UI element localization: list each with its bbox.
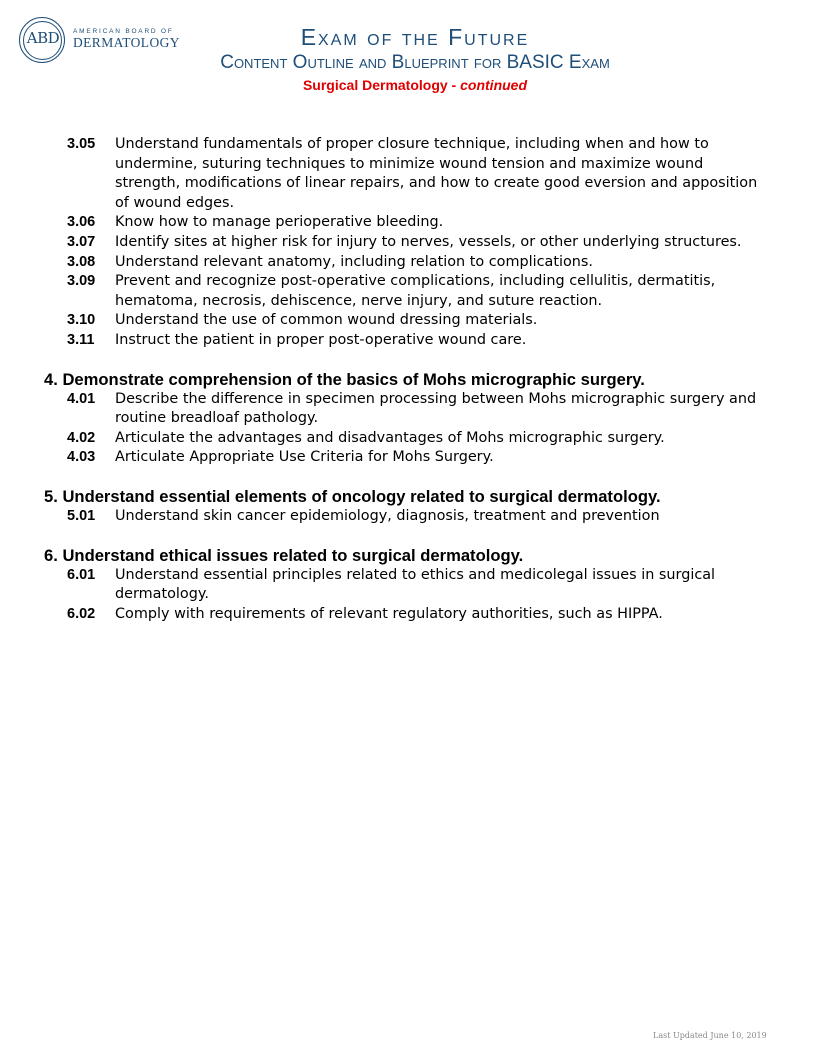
item-number: 3.11	[67, 331, 95, 348]
outline-item	[0, 213, 816, 233]
logo-org-big: DERMATOLOGY	[73, 35, 180, 50]
page-subtitle: Content Outline and Blueprint for BASIC Exam	[220, 52, 610, 73]
item-number: 3.06	[67, 214, 96, 231]
item-text: Know how to manage perioperative bleeding.	[115, 214, 444, 231]
outline-content	[0, 135, 816, 624]
outline-item	[0, 605, 816, 625]
item-text: Articulate the advantages and disadvantages of Mohs micrographic surgery.	[115, 429, 665, 446]
item-number: 3.05	[67, 136, 96, 152]
items-5-list	[0, 507, 816, 527]
last-updated: Last Updated June 10, 2019	[653, 1031, 767, 1040]
items-3-list	[0, 135, 816, 351]
item-text: Comply with requirements of relevant regulatory authorities, such as HIPPA.	[115, 605, 663, 622]
section-label	[0, 77, 816, 93]
outline-item	[0, 429, 816, 449]
item-text: Understand the use of common wound dressing materials.	[115, 312, 538, 329]
section-label-continued: continued	[460, 77, 528, 93]
outline-item	[0, 507, 816, 527]
item-text: Articulate Appropriate Use Criteria for Mohs Surgery.	[115, 449, 494, 466]
item-number: 5.01	[67, 507, 96, 524]
item-text: Understand fundamentals of proper closure technique, including when and how to undermine, suturing techniques to minimize wound tension and maximize wound strength, modifications of linear repairs, and how to create good eversion and apposition of wound edges.	[115, 136, 758, 211]
logo-org-small: AMERICAN BOARD OF	[73, 28, 174, 35]
page-title: Exam of the Future	[300, 24, 530, 50]
item-number: 3.07	[67, 233, 96, 250]
item-number: 6.01	[67, 566, 96, 583]
seal-text: ABD	[26, 29, 60, 47]
item-number: 4.02	[67, 429, 96, 446]
outline-item	[0, 566, 816, 605]
item-text: Understand essential principles related to ethics and medicolegal issues in surgical dermatology.	[115, 566, 716, 603]
item-number: 4.01	[67, 390, 96, 407]
item-text: Understand skin cancer epidemiology, diagnosis, treatment and prevention	[115, 507, 660, 524]
outline-item	[0, 253, 816, 273]
outline-item	[0, 135, 816, 213]
section-heading-5: 5. Understand essential elements of oncology related to surgical dermatology.	[44, 486, 661, 506]
outline-item	[0, 390, 816, 429]
items-4-list	[0, 390, 816, 468]
item-number: 3.08	[67, 253, 96, 270]
outline-item	[0, 272, 816, 311]
item-text: Instruct the patient in proper post-operative wound care.	[115, 331, 527, 348]
outline-item	[0, 311, 816, 331]
item-number: 6.02	[67, 605, 96, 622]
section-label-text: Surgical Dermatology -	[302, 77, 461, 93]
item-number: 4.03	[67, 449, 96, 466]
section-heading-4: 4. Demonstrate comprehension of the basics of Mohs micrographic surgery.	[44, 369, 645, 389]
item-text: Prevent and recognize post-operative complications, including cellulitis, dermatitis, hematoma, necrosis, dehiscence, nerve injury, and suture reaction.	[115, 273, 716, 309]
item-text: Identify sites at higher risk for injury to nerves, vessels, or other underlying structures.	[115, 233, 742, 250]
section-heading-6: 6. Understand ethical issues related to surgical dermatology.	[44, 545, 524, 565]
outline-item	[0, 331, 816, 351]
item-text: Understand relevant anatomy, including relation to complications.	[115, 253, 593, 270]
item-text: Describe the difference in specimen processing between Mohs micrographic surgery and routine breadloaf pathology.	[115, 390, 757, 427]
item-number: 3.09	[67, 273, 96, 290]
item-number: 3.10	[67, 312, 96, 329]
outline-item	[0, 448, 816, 468]
outline-item	[0, 233, 816, 253]
items-6-list	[0, 566, 816, 625]
